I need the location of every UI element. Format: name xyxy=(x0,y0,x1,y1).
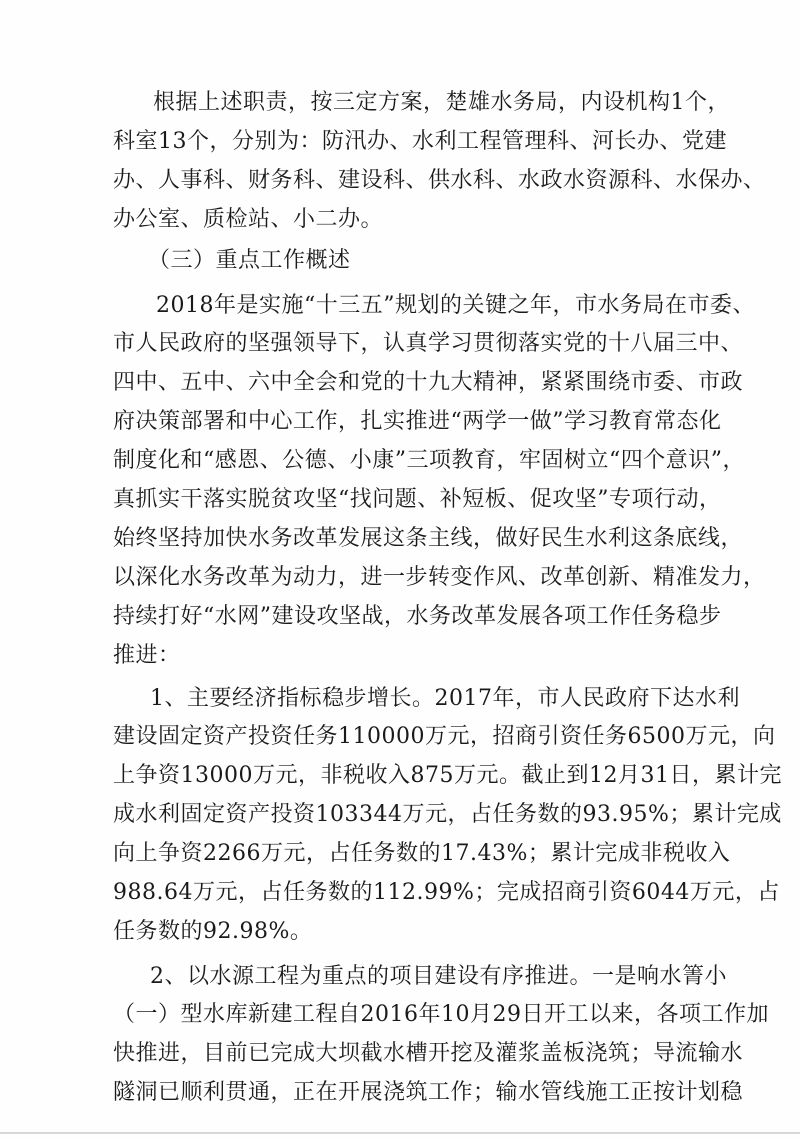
section-heading: （三）重点工作概述 xyxy=(148,248,351,273)
paragraph-line-23: 2、以水源工程为重点的项目建设有序推进。一是响水箐小 xyxy=(150,964,727,989)
paragraph-line-11: 真抓实干落实脱贫攻坚“找问题、补短板、促攻坚”专项行动， xyxy=(113,487,722,512)
paragraph-line-7: 市人民政府的坚强领导下，认真学习贯彻落实党的十八届三中、 xyxy=(113,331,744,356)
paragraph-line-15: 推进： xyxy=(113,643,181,668)
paragraph-line-13: 以深化水务改革为动力，进一步转变作风、改革创新、精准发力， xyxy=(113,565,766,590)
paragraph-line-24: （一）型水库新建工程自2016年10月29日开工以来，各项工作加 xyxy=(113,1002,769,1027)
paragraph-line-6: 2018年是实施“十三五”规划的关键之年，市水务局在市委、 xyxy=(156,293,755,318)
paragraph-line-4: 办公室、质检站、小二办。 xyxy=(113,207,384,232)
paragraph-line-25: 快推进，目前已完成大坝截水槽开挖及灌浆盖板浇筑；导流输水 xyxy=(113,1041,744,1066)
paragraph-line-17: 建设固定资产投资任务110000万元，招商引资任务6500万元，向 xyxy=(113,724,776,749)
paragraph-line-3: 办、人事科、财务科、建设科、供水科、水政水资源科、水保办、 xyxy=(113,168,766,193)
paragraph-line-12: 始终坚持加快水务改革发展这条主线，做好民生水利这条底线， xyxy=(113,526,744,551)
paragraph-line-9: 府决策部署和中心工作，扎实推进“两学一做”学习教育常态化 xyxy=(113,409,722,434)
paragraph-line-10: 制度化和“感恩、公德、小康”三项教育，牢固树立“四个意识”， xyxy=(113,448,745,473)
paragraph-line-20: 向上争资2266万元，占任务数的17.43%；累计完成非税收入 xyxy=(113,841,731,866)
paragraph-line-16: 1、主要经济指标稳步增长。2017年，市人民政府下达水利 xyxy=(150,686,740,711)
paragraph-line-19: 成水利固定资产投资103344万元，占任务数的93.95%；累计完成 xyxy=(113,802,782,827)
paragraph-line-21: 988.64万元，占任务数的112.99%；完成招商引资6044万元，占 xyxy=(113,880,780,905)
paragraph-line-2: 科室13个，分别为：防汛办、水利工程管理科、河长办、党建 xyxy=(113,129,727,154)
paragraph-line-26: 隧洞已顺利贯通，正在开展浇筑工作；输水管线施工正按计划稳 xyxy=(113,1080,744,1105)
paragraph-line-22: 任务数的92.98%。 xyxy=(113,919,313,944)
paragraph-line-1: 根据上述职责，按三定方案，楚雄水务局，内设机构1个， xyxy=(153,90,730,115)
paragraph-line-14: 持续打好“水网”建设攻坚战，水务改革发展各项工作任务稳步 xyxy=(113,604,722,629)
scan-bottom-edge xyxy=(0,1132,800,1134)
paragraph-line-18: 上争资13000万元，非税收入875万元。截止到12月31日，累计完 xyxy=(113,763,782,788)
paragraph-line-8: 四中、五中、六中全会和党的十九大精神，紧紧围绕市委、市政 xyxy=(113,370,744,395)
